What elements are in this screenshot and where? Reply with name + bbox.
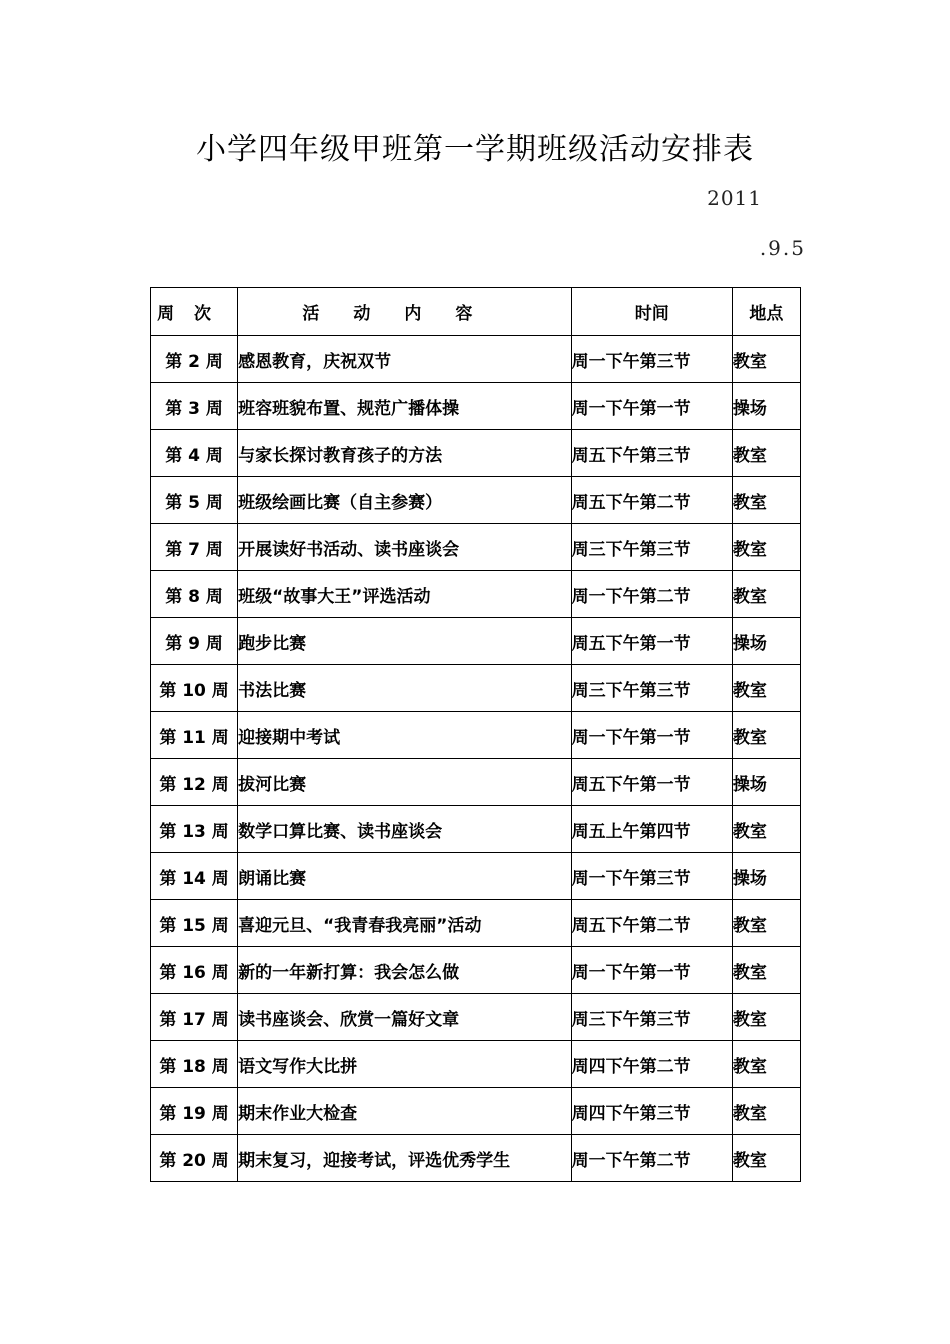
week-cell: 第 13 周	[151, 806, 238, 853]
activity-cell: 班级绘画比赛（自主参赛）	[238, 477, 572, 524]
activity-cell: 迎接期中考试	[238, 712, 572, 759]
time-cell: 周四下午第三节	[571, 1088, 732, 1135]
activity-cell: 班级“故事大王”评选活动	[238, 571, 572, 618]
time-cell: 周三下午第三节	[571, 665, 732, 712]
week-cell: 第 5 周	[151, 477, 238, 524]
time-cell: 周四下午第二节	[571, 1041, 732, 1088]
week-cell: 第 16 周	[151, 947, 238, 994]
header-place: 地点	[732, 288, 800, 336]
table-row	[151, 947, 801, 994]
time-cell: 周一下午第一节	[571, 383, 732, 430]
place-cell: 教室	[732, 430, 800, 477]
place-cell: 教室	[732, 900, 800, 947]
activity-cell: 喜迎元旦、“我青春我亮丽”活动	[238, 900, 572, 947]
place-cell: 教室	[732, 994, 800, 1041]
table-row	[151, 712, 801, 759]
header-time: 时间	[571, 288, 732, 336]
week-cell: 第 17 周	[151, 994, 238, 1041]
table-row	[151, 665, 801, 712]
week-cell: 第 14 周	[151, 853, 238, 900]
activity-cell: 与家长探讨教育孩子的方法	[238, 430, 572, 477]
table-row	[151, 759, 801, 806]
table-row	[151, 994, 801, 1041]
activity-cell: 拔河比赛	[238, 759, 572, 806]
place-cell: 教室	[732, 336, 800, 383]
week-cell: 第 12 周	[151, 759, 238, 806]
table-row	[151, 430, 801, 477]
date-month-day: .9.5	[759, 236, 806, 260]
table-row	[151, 477, 801, 524]
place-cell: 教室	[732, 477, 800, 524]
place-cell: 教室	[732, 1088, 800, 1135]
time-cell: 周五上午第四节	[571, 806, 732, 853]
date-year: 2011	[707, 186, 762, 210]
activity-cell: 期末复习，迎接考试，评选优秀学生	[238, 1135, 572, 1182]
week-cell: 第 11 周	[151, 712, 238, 759]
week-cell: 第 3 周	[151, 383, 238, 430]
place-cell: 教室	[732, 524, 800, 571]
place-cell: 教室	[732, 806, 800, 853]
week-cell: 第 8 周	[151, 571, 238, 618]
activity-cell: 班容班貌布置、规范广播体操	[238, 383, 572, 430]
table-row	[151, 571, 801, 618]
table-row	[151, 853, 801, 900]
place-cell: 教室	[732, 712, 800, 759]
activity-cell: 读书座谈会、欣赏一篇好文章	[238, 994, 572, 1041]
time-cell: 周一下午第一节	[571, 947, 732, 994]
table-row	[151, 1041, 801, 1088]
activity-cell: 语文写作大比拼	[238, 1041, 572, 1088]
week-cell: 第 9 周	[151, 618, 238, 665]
activity-schedule-table	[150, 287, 801, 1182]
place-cell: 操场	[732, 853, 800, 900]
week-cell: 第 4 周	[151, 430, 238, 477]
table-row	[151, 618, 801, 665]
activity-cell: 书法比赛	[238, 665, 572, 712]
week-cell: 第 15 周	[151, 900, 238, 947]
table-body	[151, 336, 801, 1182]
time-cell: 周五下午第二节	[571, 900, 732, 947]
time-cell: 周五下午第三节	[571, 430, 732, 477]
place-cell: 教室	[732, 947, 800, 994]
week-cell: 第 10 周	[151, 665, 238, 712]
place-cell: 教室	[732, 665, 800, 712]
activity-cell: 感恩教育，庆祝双节	[238, 336, 572, 383]
week-cell: 第 18 周	[151, 1041, 238, 1088]
time-cell: 周三下午第三节	[571, 994, 732, 1041]
table-row	[151, 806, 801, 853]
activity-cell: 朗诵比赛	[238, 853, 572, 900]
place-cell: 教室	[732, 1041, 800, 1088]
time-cell: 周三下午第三节	[571, 524, 732, 571]
table-row	[151, 336, 801, 383]
table-row	[151, 524, 801, 571]
activity-cell: 期末作业大检查	[238, 1088, 572, 1135]
table-row	[151, 900, 801, 947]
place-cell: 操场	[732, 618, 800, 665]
header-week: 周次	[151, 288, 238, 336]
document-title: 小学四年级甲班第一学期班级活动安排表	[196, 132, 754, 167]
activity-cell: 跑步比赛	[238, 618, 572, 665]
week-cell: 第 19 周	[151, 1088, 238, 1135]
place-cell: 操场	[732, 759, 800, 806]
place-cell: 教室	[732, 1135, 800, 1182]
activity-cell: 开展读好书活动、读书座谈会	[238, 524, 572, 571]
table-row	[151, 1088, 801, 1135]
place-cell: 操场	[732, 383, 800, 430]
table-row	[151, 383, 801, 430]
place-cell: 教室	[732, 571, 800, 618]
time-cell: 周一下午第三节	[571, 853, 732, 900]
table-row	[151, 1135, 801, 1182]
table-header-row	[151, 288, 801, 336]
time-cell: 周一下午第二节	[571, 1135, 732, 1182]
week-cell: 第 7 周	[151, 524, 238, 571]
header-activity: 活动内容	[238, 288, 572, 336]
activity-cell: 新的一年新打算：我会怎么做	[238, 947, 572, 994]
time-cell: 周一下午第一节	[571, 712, 732, 759]
time-cell: 周五下午第二节	[571, 477, 732, 524]
time-cell: 周一下午第三节	[571, 336, 732, 383]
time-cell: 周五下午第一节	[571, 759, 732, 806]
time-cell: 周五下午第一节	[571, 618, 732, 665]
time-cell: 周一下午第二节	[571, 571, 732, 618]
activity-cell: 数学口算比赛、读书座谈会	[238, 806, 572, 853]
week-cell: 第 2 周	[151, 336, 238, 383]
week-cell: 第 20 周	[151, 1135, 238, 1182]
